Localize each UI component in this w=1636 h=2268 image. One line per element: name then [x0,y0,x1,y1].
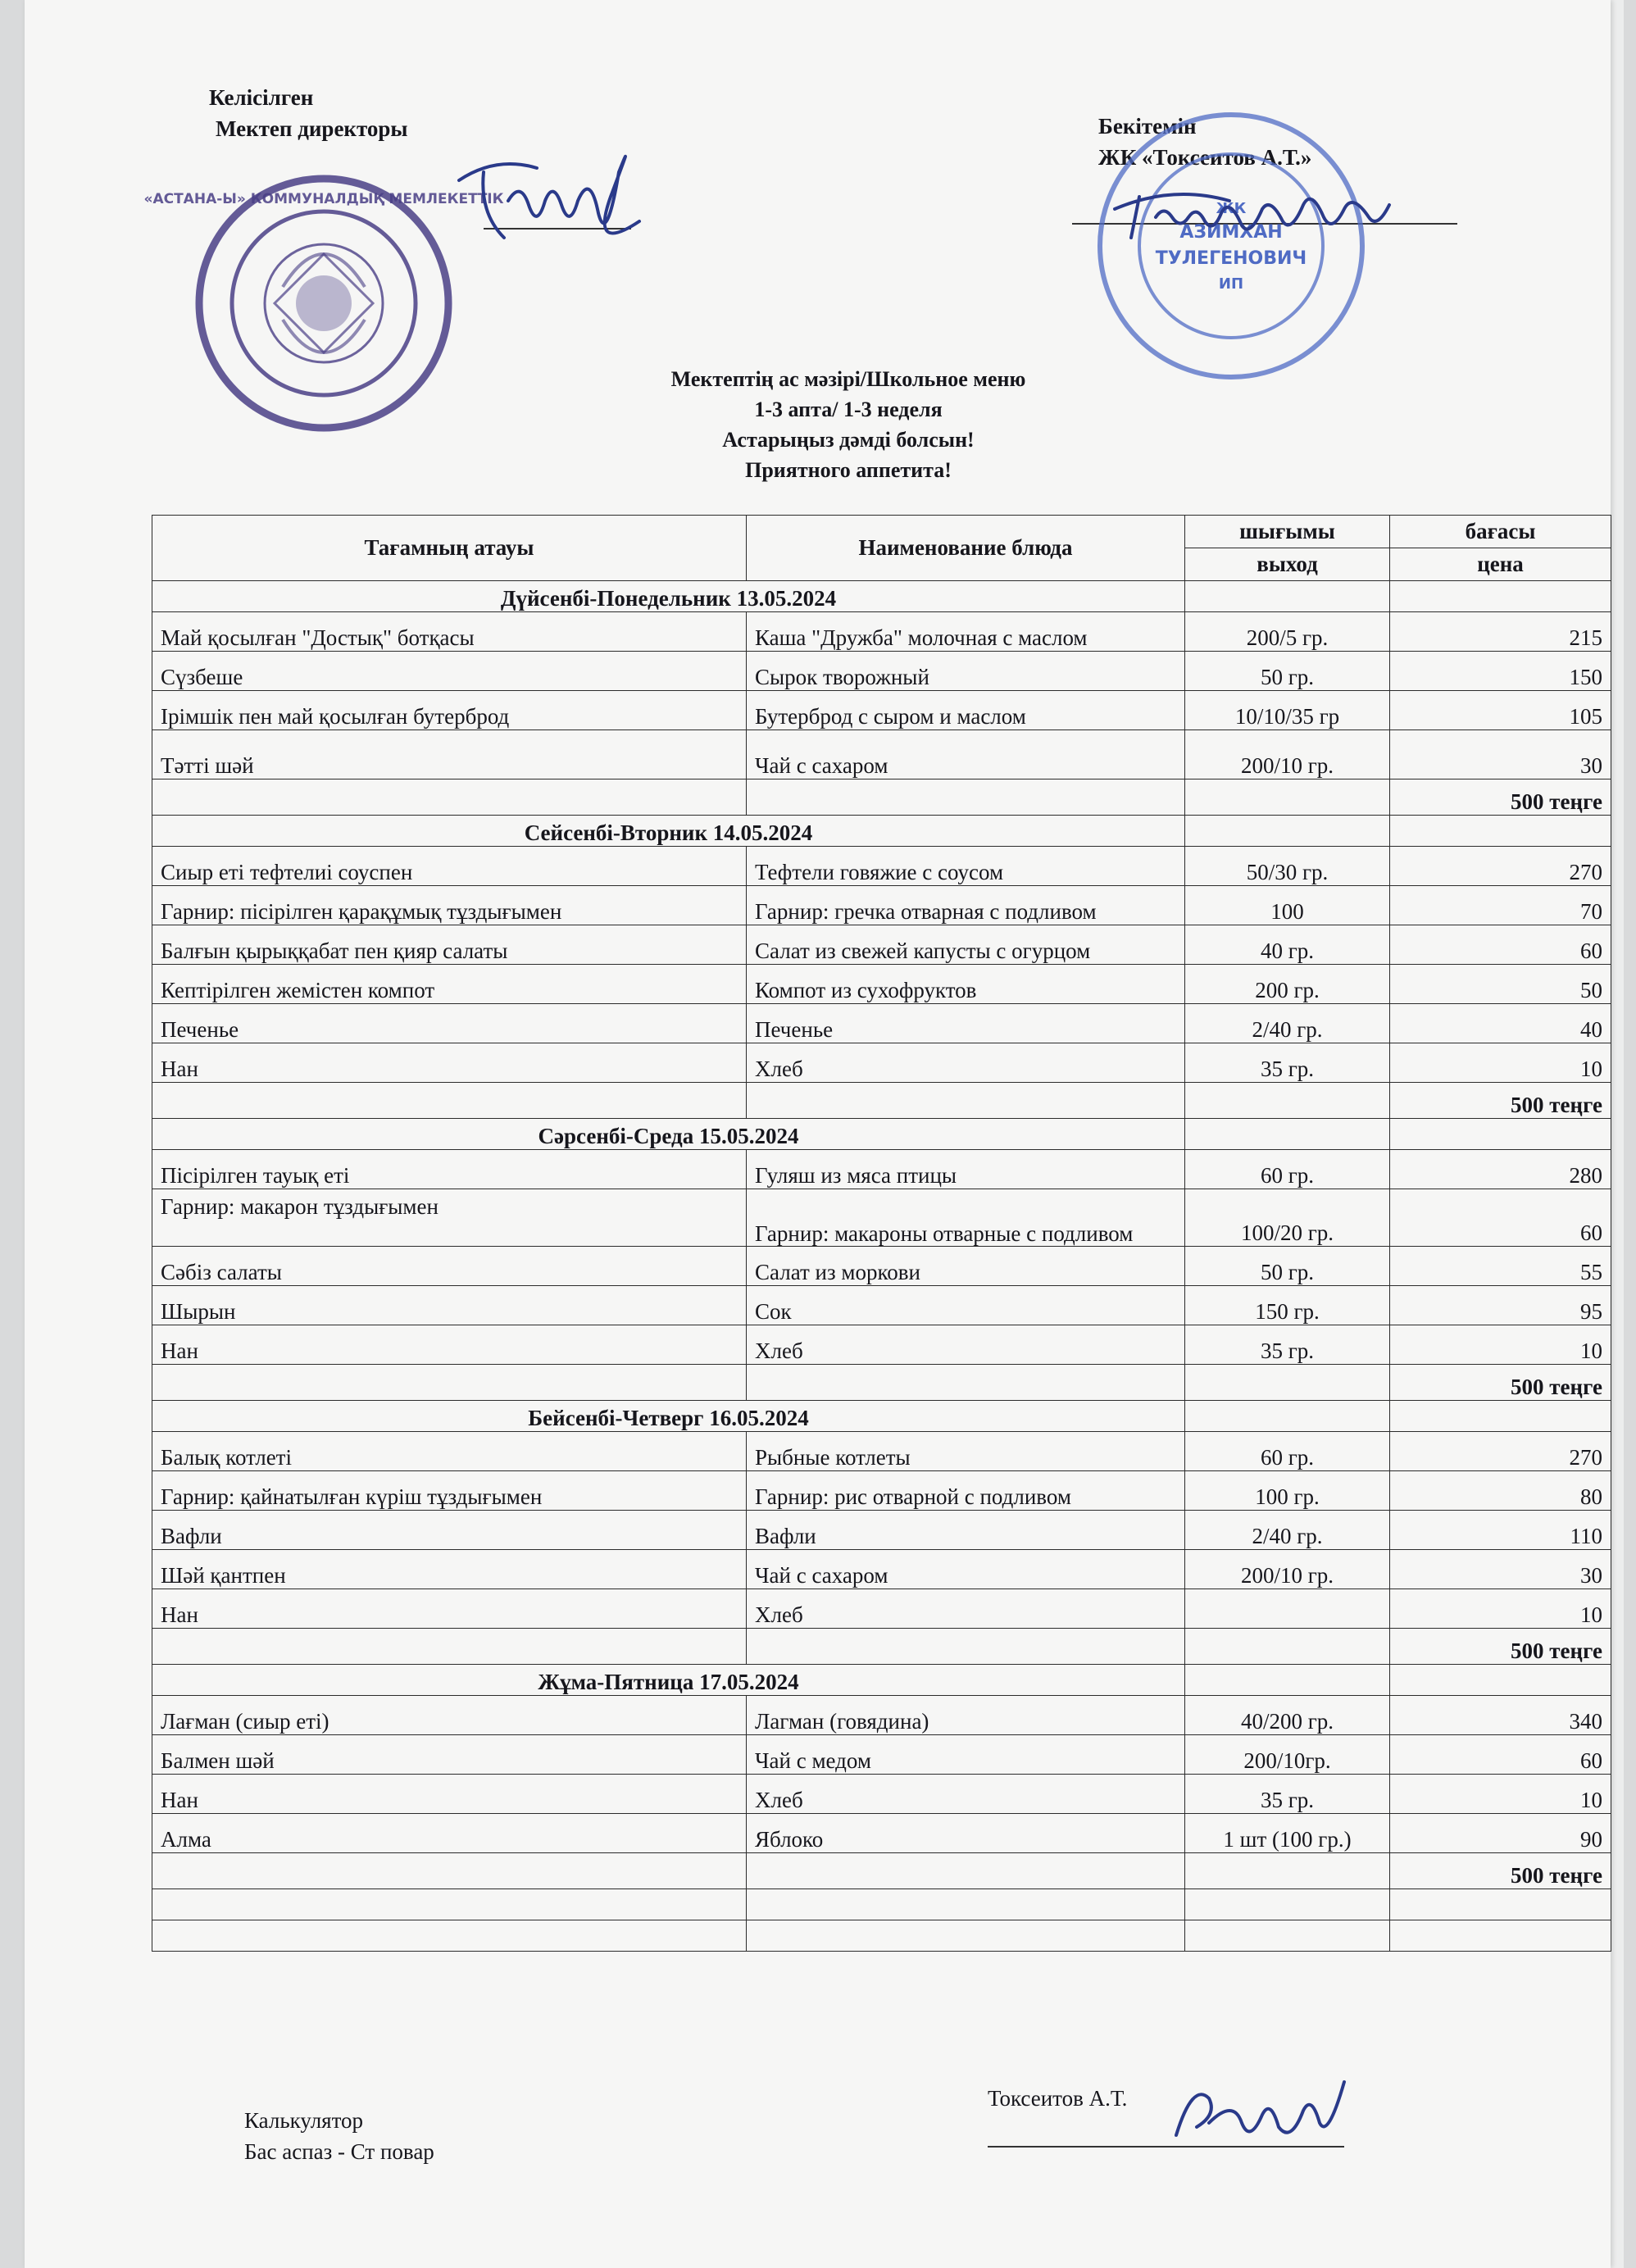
dish-name-ru: Яблоко [747,1814,1185,1853]
head-cook-label: Бас аспаз - Ст повар [244,2139,434,2164]
dish-output: 200 гр. [1185,965,1390,1004]
dish-price: 55 [1390,1247,1611,1286]
dish-price: 280 [1390,1150,1611,1189]
dish-name-ru: Вафли [747,1511,1185,1550]
approve-label: Бекітемін [1098,114,1197,139]
day-total: 500 теңге [1390,1365,1611,1401]
dish-output: 150 гр. [1185,1286,1390,1325]
dish-price: 70 [1390,886,1611,925]
calculator-label: Калькулятор [244,2108,364,2133]
dish-name-kz: Вафли [152,1511,747,1550]
dish-name-kz: Нан [152,1325,747,1365]
entrepreneur-signature [1107,160,1434,250]
dish-name-kz: Алма [152,1814,747,1853]
dish-name-ru: Сырок творожный [747,652,1185,691]
day-total: 500 теңге [1390,1083,1611,1119]
dish-output: 100/20 гр. [1185,1189,1390,1247]
table-row [152,1696,1611,1735]
dish-output: 10/10/35 гр [1185,691,1390,730]
table-row [152,1550,1611,1589]
table-row [152,1814,1611,1853]
dish-output: 200/10гр. [1185,1735,1390,1775]
dish-name-ru: Гарнир: рис отварной с подливом [747,1471,1185,1511]
table-row [152,1775,1611,1814]
table-row [152,1325,1611,1365]
column-header-kz-name: Тағамның атауы [152,516,747,581]
dish-name-ru: Хлеб [747,1325,1185,1365]
table-row [152,1511,1611,1550]
dish-price: 270 [1390,847,1611,886]
dish-name-ru: Печенье [747,1004,1185,1043]
dish-price: 10 [1390,1589,1611,1629]
table-row [152,1432,1611,1471]
table-row [152,925,1611,965]
stamp-line-4: ИП [1218,275,1244,293]
dish-output: 100 [1185,886,1390,925]
entrepreneur-label: ЖК «Токсеитов А.Т.» [1098,145,1312,170]
dish-name-kz: Нан [152,1589,747,1629]
dish-price: 10 [1390,1775,1611,1814]
dish-name-ru: Салат из свежей капусты с огурцом [747,925,1185,965]
dish-name-ru: Салат из моркови [747,1247,1185,1286]
column-header-output-ru: выход [1185,548,1390,581]
dish-output: 200/10 гр. [1185,730,1390,779]
table-row [152,730,1611,779]
table-row [152,1735,1611,1775]
dish-price: 60 [1390,1189,1611,1247]
table-row [152,1043,1611,1083]
dish-output: 50 гр. [1185,1247,1390,1286]
dish-name-kz: Сәбіз салаты [152,1247,747,1286]
menu-week: 1-3 апта/ 1-3 неделя [754,398,943,421]
dish-name-ru: Лагман (говядина) [747,1696,1185,1735]
stamp-inner-text: «АСТАНА-Ы» КОММУНАЛДЫҚ МЕМЛЕКЕТТІК [143,191,504,207]
dish-price: 80 [1390,1471,1611,1511]
dish-name-kz: Печенье [152,1004,747,1043]
dish-output: 40/200 гр. [1185,1696,1390,1735]
dish-output: 100 гр. [1185,1471,1390,1511]
table-row [152,1150,1611,1189]
dish-name-ru: Тефтели говяжие с соусом [747,847,1185,886]
dish-price: 270 [1390,1432,1611,1471]
dish-price: 110 [1390,1511,1611,1550]
dish-name-ru: Чай с сахаром [747,1550,1185,1589]
table-row [152,1004,1611,1043]
dish-name-ru: Чай с сахаром [747,730,1185,779]
dish-output: 50 гр. [1185,652,1390,691]
dish-output: 200/5 гр. [1185,612,1390,652]
dish-name-ru: Хлеб [747,1775,1185,1814]
dish-output: 35 гр. [1185,1325,1390,1365]
day-heading: Жұма-Пятница 17.05.2024 [152,1665,1185,1696]
menu-title-block [492,364,1205,485]
table-row [152,847,1611,886]
dish-output: 60 гр. [1185,1432,1390,1471]
day-total: 500 теңге [1390,779,1611,816]
dish-name-ru: Бутерброд с сыром и маслом [747,691,1185,730]
dish-price: 50 [1390,965,1611,1004]
table-row [152,1286,1611,1325]
day-total: 500 теңге [1390,1853,1611,1889]
dish-output: 2/40 гр. [1185,1511,1390,1550]
dish-price: 215 [1390,612,1611,652]
stamp-line-2: АЗИМХАН [1179,222,1283,243]
table-row [152,1247,1611,1286]
dish-name-kz: Гарнир: макарон тұздығымен [152,1189,747,1247]
footer-signatories [244,2105,434,2167]
column-header-ru-name: Наименование блюда [747,516,1185,581]
dish-name-kz: Сүзбеше [152,652,747,691]
dish-output: 60 гр. [1185,1150,1390,1189]
dish-name-ru: Каша "Дружба" молочная с маслом [747,612,1185,652]
dish-name-kz: Шәй қантпен [152,1550,747,1589]
approval-block-left [209,82,408,144]
table-row [152,1589,1611,1629]
table-row [152,965,1611,1004]
table-row [152,691,1611,730]
dish-name-ru: Сок [747,1286,1185,1325]
dish-name-kz: Кептірілген жемістен компот [152,965,747,1004]
dish-output: 40 гр. [1185,925,1390,965]
dish-output: 200/10 гр. [1185,1550,1390,1589]
dish-price: 60 [1390,1735,1611,1775]
stamp-line-1: ЖК [1216,200,1247,217]
dish-price: 40 [1390,1004,1611,1043]
dish-output: 50/30 гр. [1185,847,1390,886]
dish-name-kz: Лағман (сиыр еті) [152,1696,747,1735]
menu-title: Мектептің ас мәзірі/Школьное меню [670,367,1026,391]
dish-price: 340 [1390,1696,1611,1735]
table-row [152,1189,1611,1247]
table-row [152,1471,1611,1511]
footer-signature [1160,2066,1365,2156]
dish-name-kz: Ірімшік пен май қосылған бутерброд [152,691,747,730]
dish-name-ru: Чай с медом [747,1735,1185,1775]
dish-name-ru: Хлеб [747,1589,1185,1629]
dish-name-kz: Балғын қырыққабат пен қияр салаты [152,925,747,965]
dish-name-ru: Хлеб [747,1043,1185,1083]
dish-output: 35 гр. [1185,1775,1390,1814]
dish-price: 90 [1390,1814,1611,1853]
agreed-label: Келісілген [209,85,314,110]
dish-price: 10 [1390,1043,1611,1083]
dish-price: 10 [1390,1325,1611,1365]
dish-name-kz: Балмен шәй [152,1735,747,1775]
day-heading: Сәрсенбі-Среда 15.05.2024 [152,1119,1185,1150]
dish-name-kz: Шырын [152,1286,747,1325]
day-heading: Дүйсенбі-Понедельник 13.05.2024 [152,581,1185,612]
menu-greeting-kz: Астарыңыз дәмді болсын! [722,428,975,452]
dish-name-ru: Гарнир: гречка отварная с подливом [747,886,1185,925]
dish-name-kz: Май қосылған "Достық" ботқасы [152,612,747,652]
dish-name-ru: Компот из сухофруктов [747,965,1185,1004]
dish-price: 30 [1390,1550,1611,1589]
day-heading: Сейсенбі-Вторник 14.05.2024 [152,816,1185,847]
dish-name-kz: Гарнир: пісірілген қарақұмық тұздығымен [152,886,747,925]
table-row [152,886,1611,925]
dish-price: 150 [1390,652,1611,691]
dish-name-kz: Балық котлеті [152,1432,747,1471]
footer-name: Токсеитов А.Т. [988,2086,1128,2111]
dish-output: 2/40 гр. [1185,1004,1390,1043]
dish-price: 95 [1390,1286,1611,1325]
dish-output: 1 шт (100 гр.) [1185,1814,1390,1853]
school-seal-stamp [143,172,504,434]
day-total: 500 теңге [1390,1629,1611,1665]
column-header-output-kz: шығымы [1185,516,1390,548]
dish-price: 105 [1390,691,1611,730]
dish-name-kz: Гарнир: қайнатылған күріш тұздығымен [152,1471,747,1511]
dish-name-ru: Рыбные котлеты [747,1432,1185,1471]
stamp-line-3: ТУЛЕГЕНОВИЧ [1155,248,1307,269]
dish-name-ru: Гарнир: макароны отварные с подливом [747,1189,1185,1247]
menu-table [152,515,1611,1952]
dish-output: 35 гр. [1185,1043,1390,1083]
column-header-price-kz: бағасы [1390,516,1611,548]
director-signature [447,123,668,270]
dish-name-kz: Нан [152,1043,747,1083]
dish-name-kz: Тәтті шәй [152,730,747,779]
table-row [152,652,1611,691]
column-header-price-ru: цена [1390,548,1611,581]
dish-name-ru: Гуляш из мяса птицы [747,1150,1185,1189]
dish-name-kz: Пісірілген тауық еті [152,1150,747,1189]
dish-name-kz: Сиыр еті тефтелиі соуспен [152,847,747,886]
table-row [152,612,1611,652]
day-heading: Бейсенбі-Четверг 16.05.2024 [152,1401,1185,1432]
dish-name-kz: Нан [152,1775,747,1814]
school-director-label: Мектеп директоры [216,116,408,141]
menu-greeting-ru: Приятного аппетита! [745,458,952,482]
dish-price: 60 [1390,925,1611,965]
dish-price: 30 [1390,730,1611,779]
dish-output [1185,1589,1390,1629]
